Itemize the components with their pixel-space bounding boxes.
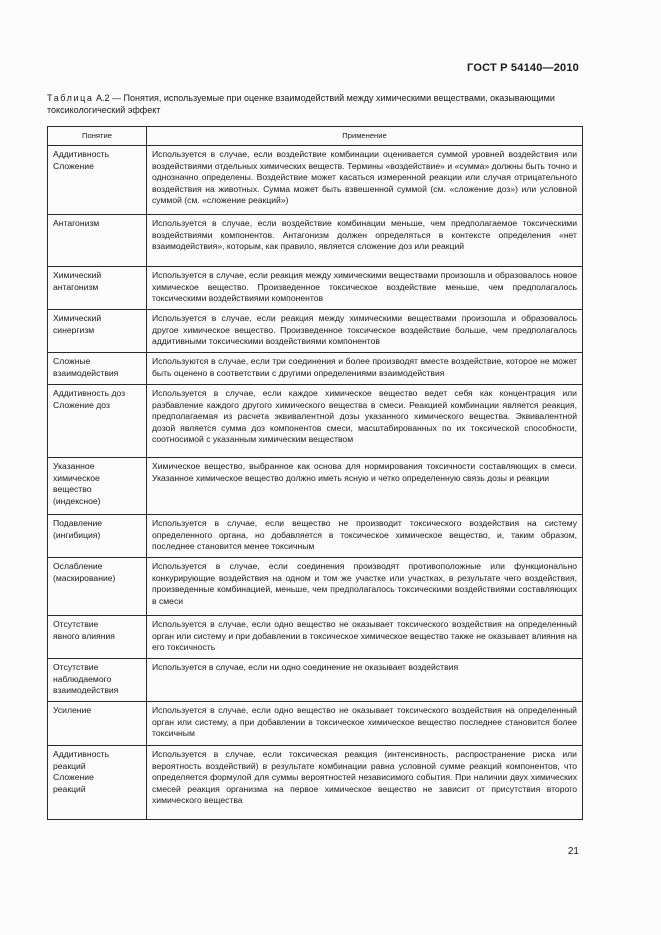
concept-cell: Указанное химическое вещество (индексное) — [48, 458, 147, 515]
concept-cell: Отсутствие явного влияния — [48, 616, 147, 659]
concept-cell: Аддитивность доз Сложение доз — [48, 385, 147, 458]
table-row — [48, 353, 583, 385]
concept-cell: Ослабление (маскирование) — [48, 558, 147, 616]
table-row — [48, 215, 583, 267]
caption-text: А.2 — Понятия, используемые при оценке взаимодействий между химическими веществами, оказывающими токсикологический эффект — [47, 93, 555, 115]
column-header-concept: Понятие — [48, 127, 147, 146]
table-row — [48, 616, 583, 659]
concept-cell: Подавление (ингибиция) — [48, 515, 147, 558]
concepts-table — [47, 126, 583, 820]
column-header-usage: Применение — [147, 127, 583, 146]
concept-cell: Отсутствие наблюдаемого взаимодействия — [48, 659, 147, 702]
usage-cell: Используется в случае, если реакция между химическими веществами произошла и образовалось другое химическое вещество. Произведенное токсическое воздействие больше, чем предполагалось аддитивными токсическими воздействиями компонентов — [147, 310, 583, 353]
table-row — [48, 458, 583, 515]
usage-cell: Химическое вещество, выбранное как основа для нормирования токсичности составляющих в смеси. Указанное химическое вещество должно иметь ясную и четко определенную связь дозы и реакции — [147, 458, 583, 515]
table-row — [48, 659, 583, 702]
usage-cell: Используется в случае, если воздействие комбинации оценивается суммой уровней воздействия или воздействиями отдельных химических веществ. Термины «воздействие» и «сумма» должны быть точно и однозначно определены. Воздействие может касаться измеренной реакции или случая отрицательного воздействия на животных. Сумма может быть взвешенной суммой (см. «сложение доз») или условной суммой (см. «сложение реакций») — [147, 146, 583, 215]
table-caption — [47, 92, 582, 116]
usage-cell: Используется в случае, если соединения производят противоположные или функционально конкурирующие воздействия на одном и том же участке или участках, в результате чего воздействия, произведенные комбинацией, меньше, чем предполагалось токсическими воздействиями составляющих в смеси — [147, 558, 583, 616]
concept-cell: Усиление — [48, 702, 147, 746]
usage-cell: Используются в случае, если три соединения и более производят вместе воздействие, которое не может быть оценено в соответствии с другими определениями взаимодействия — [147, 353, 583, 385]
usage-cell: Используется в случае, если токсическая реакция (интенсивность, распространение риска или вероятность воздействий) в результате комбинации равна условной сумме реакций компонентов, что определяется формулой для суммы вероятностей независимого события. При наличии двух химических смесей реакция организма на первое химическое вещество не зависит от присутствия второго химического вещества — [147, 746, 583, 820]
usage-cell: Используется в случае, если каждое химическое вещество ведет себя как концентрация или разбавление каждого другого химического вещества в смеси. Реакцией комбинации является реакция, предполагаемая из расчета эквивалентной дозы указанного химического вещества. Эквивалентной дозой является сумма доз компонентов смеси, масштабированных по их токсической способности, соотносимой с указанным химическим веществом — [147, 385, 583, 458]
table-header-row — [48, 127, 583, 146]
concept-cell: Антагонизм — [48, 215, 147, 267]
table-row — [48, 515, 583, 558]
standard-designation: ГОСТ Р 54140—2010 — [467, 62, 579, 74]
table-row — [48, 267, 583, 310]
table-row — [48, 385, 583, 458]
page-number: 21 — [567, 846, 579, 857]
table-body — [48, 146, 583, 820]
concept-cell: Аддитивность реакций Сложение реакций — [48, 746, 147, 820]
usage-cell: Используется в случае, если ни одно соединение не оказывает воздействия — [147, 659, 583, 702]
concept-cell: Сложные взаимодействия — [48, 353, 147, 385]
table-row — [48, 146, 583, 215]
table-row — [48, 702, 583, 746]
table-row — [48, 558, 583, 616]
concept-cell: Аддитивность Сложение — [48, 146, 147, 215]
concept-cell: Химический антагонизм — [48, 267, 147, 310]
usage-cell: Используется в случае, если реакция между химическими веществами произошла и образовалось новое химическое вещество. Произведенное токсическое воздействие меньше, чем предполагалось токсическими воздействиями компонентов — [147, 267, 583, 310]
usage-cell: Используется в случае, если вещество не производит токсического воздействия на систему определенного органа, но добавляется в токсическое химическое вещество, и, таким образом, последнее становится менее токсичным — [147, 515, 583, 558]
table-row — [48, 746, 583, 820]
usage-cell: Используется в случае, если воздействие комбинации меньше, чем предполагаемое токсическими воздействиями компонентов. Антагонизм должен определяться в контексте определения «нет взаимодействия», которым, как правило, является сложение доз или реакций — [147, 215, 583, 267]
table-row — [48, 310, 583, 353]
caption-label: Таблица — [47, 93, 94, 103]
concept-cell: Химический синергизм — [48, 310, 147, 353]
usage-cell: Используется в случае, если одно вещество не оказывает токсического воздействия на определенный орган или систему и при добавлении в токсическое химическое вещество также не оказывает влияния на его токсичность — [147, 616, 583, 659]
usage-cell: Используется в случае, если одно вещество не оказывает токсического воздействия на определенный орган или систему, а при добавлении в токсическое химическое вещество последнее становится более токсичным — [147, 702, 583, 746]
